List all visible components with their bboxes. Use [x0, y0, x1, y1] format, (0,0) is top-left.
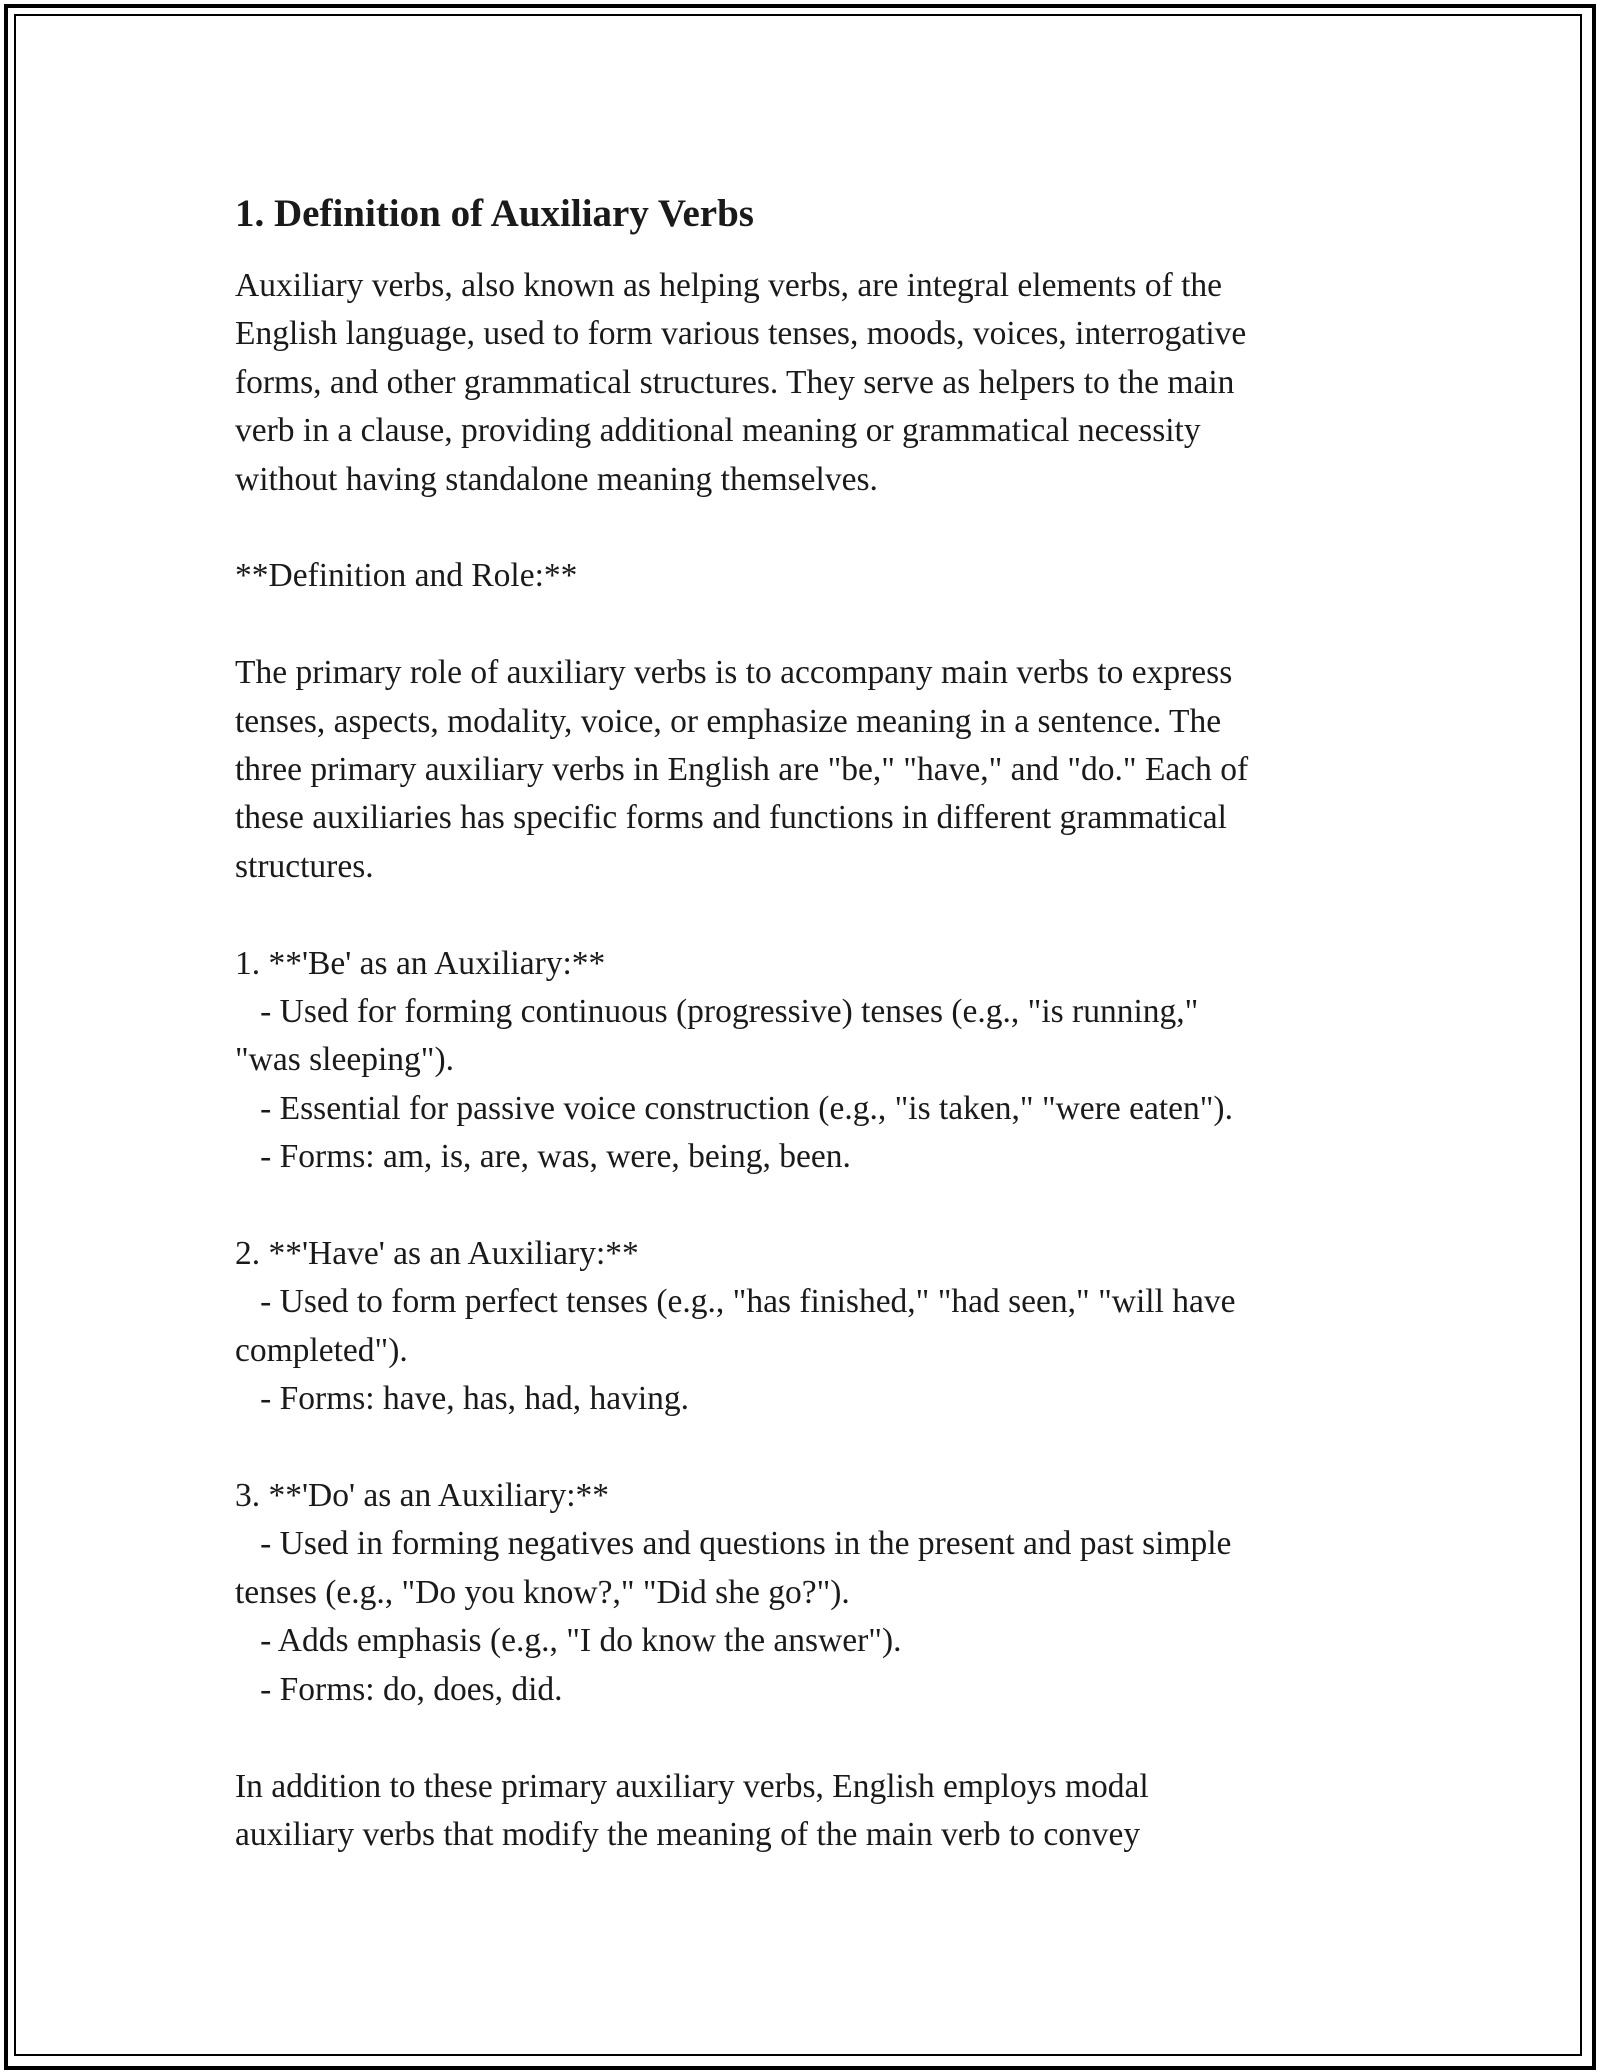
paragraph-modal-auxiliaries: In addition to these primary auxiliary verbs, English employs modal auxiliary verbs that modify the meaning of the main verb to convey [235, 1767, 1149, 1853]
paragraph-primary-role: The primary role of auxiliary verbs is to accompany main verbs to express tenses, aspects, modality, voice, or emphasize meaning in a sentence. The three primary auxiliary verbs in English are "be," "have," and "do." Each of these auxiliaries has specific forms and functions in different grammatical structures. [235, 654, 1249, 885]
document-body [235, 186, 1375, 1859]
list-item-be-auxiliary: 1. **'Be' as an Auxiliary:** - Used for forming continuous (progressive) tenses (e.g., "is running," "was sleeping"). - Essential for passive voice construction (e.g., "is taken," "were eaten"). - Forms: am, is, are, was, were, being, been. [235, 944, 1233, 1176]
list-item-do-auxiliary: 3. **'Do' as an Auxiliary:** - Used in forming negatives and questions in the present and past simple tenses (e.g., "Do you know?," "Did she go?"). - Adds emphasis (e.g., "I do know the answer"). - Forms: do, does, did. [235, 1477, 1232, 1708]
list-item-have-auxiliary: 2. **'Have' as an Auxiliary:** - Used to form perfect tenses (e.g., "has finished," "had seen," "will have completed"). - Forms: have, has, had, having. [235, 1235, 1236, 1418]
paragraph-definition-role-label: **Definition and Role:** [235, 557, 578, 595]
paragraph-intro: Auxiliary verbs, also known as helping verbs, are integral elements of the English language, used to form various tenses, moods, voices, interrogative forms, and other grammatical structures. They serve as helpers to the main verb in a clause, providing additional meaning or grammatical necessity without having standalone meaning themselves. [235, 267, 1247, 498]
section-heading: 1. Definition of Auxiliary Verbs [235, 192, 754, 235]
